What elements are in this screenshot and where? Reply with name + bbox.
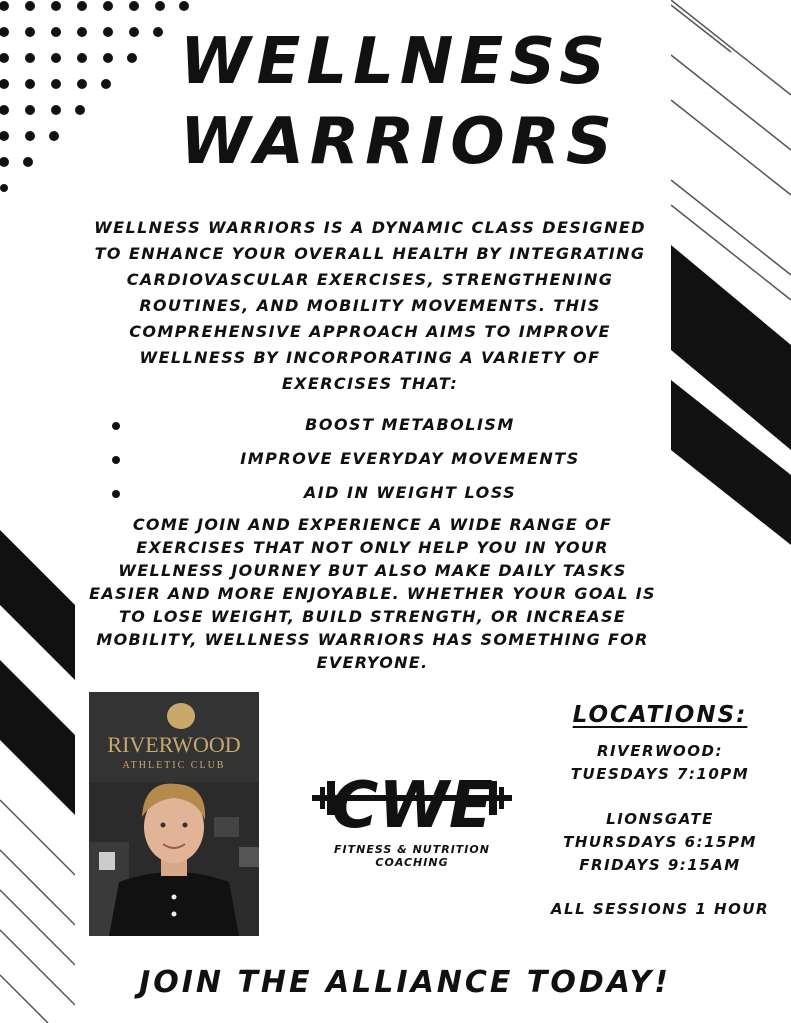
list-item-text: IMPROVE EVERYDAY MOVEMENTS	[240, 449, 580, 468]
intro-paragraph: WELLNESS WARRIORS IS A DYNAMIC CLASS DESIGNED TO ENHANCE YOUR OVERALL HEALTH BY INTEGRATING CARDIOVASCULAR EXERCISES, STRENGTHENING ROUTINES, AND MOBILITY MOVEMENTS. THIS COMPREHENSIVE APPROACH AIMS TO IMPROVE WELLNESS BY INCORPORATING A VARIETY OF EXERCISES THAT:	[94, 218, 646, 393]
cwe-logo	[312, 765, 512, 869]
logo-tagline-2: COACHING	[375, 856, 449, 869]
location-lionsgate	[540, 808, 780, 877]
sign-line-1: RIVERWOOD	[107, 732, 241, 757]
location-name: LIONSGATE	[606, 810, 714, 828]
call-to-action: JOIN THE ALLIANCE TODAY!	[139, 965, 671, 1000]
location-name: RIVERWOOD:	[596, 742, 724, 760]
coach-photo-illustration	[89, 692, 259, 936]
closing-paragraph: COME JOIN AND EXPERIENCE A WIDE RANGE OF EXERCISES THAT NOT ONLY HELP YOU IN YOUR WELLNESS JOURNEY BUT ALSO MAKE DAILY TASKS EASIER AND MORE ENJOYABLE. WHETHER YOUR GOAL IS TO LOSE WEIGHT, BUILD STRENGTH, OR INCREASE MOBILITY, WELLNESS WARRIORS HAS SOMETHING FOR EVERYONE.	[89, 515, 656, 672]
stripe-decoration-right	[671, 0, 791, 560]
club-logo-icon	[167, 703, 195, 729]
sign-line-2: ATHLETIC CLUB	[122, 760, 226, 771]
location-time: THURSDAYS 6:15PM	[563, 833, 757, 851]
locations-heading: LOCATIONS:	[572, 702, 748, 728]
location-riverwood	[540, 740, 780, 786]
page-title-line-2: WARRIORS	[180, 105, 618, 179]
list-item-text: AID IN WEIGHT LOSS	[303, 483, 517, 502]
stripe-decoration-left	[0, 520, 75, 1023]
bullet-icon	[112, 422, 120, 430]
list-item	[100, 449, 660, 483]
barbell-logo-icon	[312, 765, 512, 837]
logo-letters: CWE	[331, 769, 493, 837]
list-item-text: BOOST METABOLISM	[305, 415, 515, 434]
location-time: TUESDAYS 7:10PM	[570, 765, 750, 783]
location-time: FRIDAYS 9:15AM	[579, 856, 741, 874]
bullet-icon	[112, 490, 120, 498]
list-item	[100, 415, 660, 449]
bullet-icon	[112, 456, 120, 464]
dot-pattern-decoration	[0, 0, 200, 200]
list-item	[100, 483, 660, 517]
coach-photo	[89, 692, 259, 936]
session-length-note: ALL SESSIONS 1 HOUR	[550, 900, 770, 918]
page-title-line-1: WELLNESS	[180, 25, 612, 99]
logo-tagline-1: FITNESS & NUTRITION	[334, 843, 490, 856]
benefit-list	[100, 415, 660, 517]
